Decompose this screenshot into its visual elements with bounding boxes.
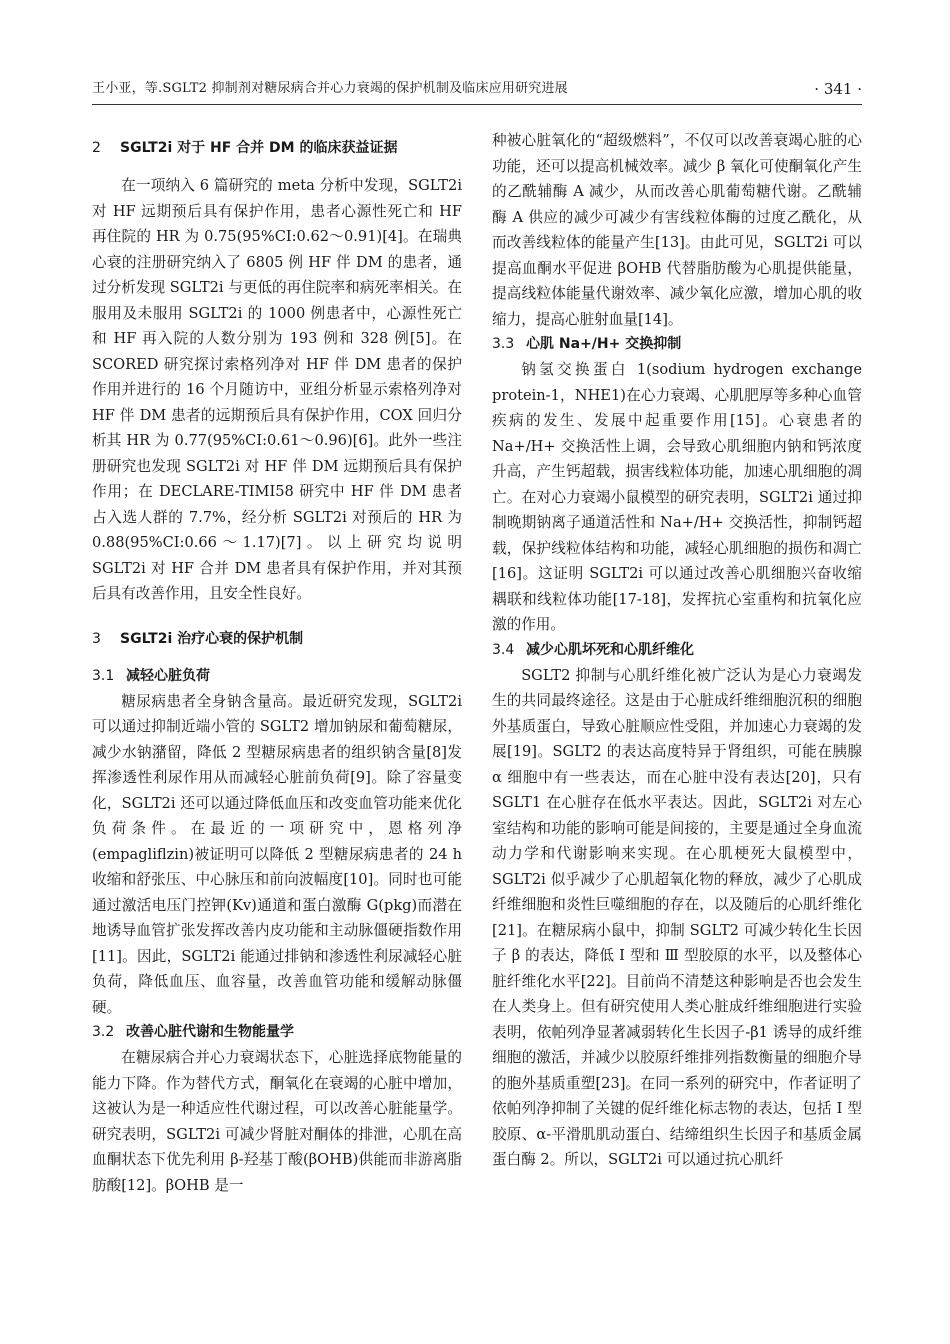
subsection-number: 3.3 bbox=[492, 336, 515, 352]
section-number: 3 bbox=[92, 630, 101, 647]
subsection-title: 减轻心脏负荷 bbox=[126, 667, 210, 684]
section-title: SGLT2i 对于 HF 合并 DM 的临床获益证据 bbox=[120, 140, 398, 156]
subsection-number: 3.4 bbox=[492, 641, 515, 658]
paragraph: 钠氢交换蛋白 1(sodium hydrogen exchange protein-1，NHE1)在心力衰竭、心肌肥厚等多种心血管疾病的发生、发展中起重要作用[15]。心衰患者的 Na+/H+ 交换活性上调，会导致心肌细胞内钠和钙浓度升高，产生钙超载，损害线粒体功能，加速心肌细胞的凋亡。在对心力衰竭小鼠模型的研究表明，SGLT2i 通过抑制晚期钠离子通道活性和 Na+/H+ 交换活性，抑制钙超载，保护线粒体结构和功能，减轻心肌细胞的损伤和凋亡[16]。这证明 SGLT2i 可以通过改善心肌细胞兴奋收缩耦联和线粒体功能[17-18]，发挥抗心室重构和抗氧化应激的作用。 bbox=[492, 361, 862, 633]
subsection-title: 改善心脏代谢和生物能量学 bbox=[126, 1024, 294, 1040]
subsection-number: 3.1 bbox=[92, 667, 115, 684]
paragraph: 在糖尿病合并心力衰竭状态下，心脏选择底物能量的能力下降。作为替代方式，酮氧化在衰竭的心脏中增加，这被认为是一种适应性代谢过程，可以改善心脏能量学。研究表明，SGLT2i 可减少肾脏对酮体的排泄，心肌在高血酮状态下优先利用 β-羟基丁酸(βOHB)供能而非游离脂肪酸[12]。βOHB 是一 bbox=[92, 1049, 462, 1194]
running-title: 王小亚，等.SGLT2 抑制剂对糖尿病合并心力衰竭的保护机制及临床应用研究进展 bbox=[92, 81, 568, 96]
right-column bbox=[492, 128, 862, 1173]
page-number: · 341 · bbox=[814, 80, 862, 98]
section-title: SGLT2i 治疗心衰的保护机制 bbox=[120, 630, 304, 647]
section-3-3-heading bbox=[492, 332, 862, 357]
section-3-4-heading bbox=[492, 638, 862, 663]
left-column bbox=[92, 128, 462, 1198]
subsection-title: 减少心肌坏死和心肌纤维化 bbox=[526, 641, 694, 658]
section-3-1-heading bbox=[92, 664, 462, 689]
section-2-heading bbox=[92, 136, 462, 161]
section-3-2-heading bbox=[92, 1020, 462, 1045]
subsection-number: 3.2 bbox=[92, 1024, 115, 1040]
paragraph: 在一项纳入 6 篇研究的 meta 分析中发现，SGLT2i 对 HF 远期预后具有保护作用，患者心源性死亡和 HF 再住院的 HR 为 0.75(95%CI:0.62～0.91)[4]。在瑞典心衰的注册研究纳入了 6805 例 HF 伴 DM 的患者，通过分析发现 SGLT2i 与更低的再住院率和病死率相关。在服用及未服用 SGLT2i 的 1000 例患者中，心源性死亡和 HF 再入院的人数分别为 193 例和 328 例[5]。在 SCORED 研究探讨索格列净对 HF 伴 DM 患者的保护作用并进行的 16 个月随访中，亚组分析显示索格列净对 HF 伴 DM 患者的远期预后具有保护作用，COX 回归分析其 HR 为 0.77(95%CI:0.61～0.96)[6]。此外一些注册研究也发现 SGLT2i 对 HF 伴 DM 远期预后具有保护作用；在 DECLARE-TIMI58 研究中 HF 伴 DM 患者占入选人群的 7.7%，经分析 SGLT2i 对预后的 HR 为 0.88(95%CI:0.66～1.17)[7]。以上研究均说明 SGLT2i 对 HF 合并 DM 患者具有保护作用，并对其预后具有改善作用，且安全性良好。 bbox=[92, 177, 462, 602]
subsection-title: 心肌 Na+/H+ 交换抑制 bbox=[526, 336, 682, 352]
section-3-heading bbox=[92, 627, 462, 652]
section-number: 2 bbox=[92, 140, 101, 156]
spacer bbox=[92, 607, 462, 619]
paragraph: 糖尿病患者全身钠含量高。最近研究发现，SGLT2i 可以通过抑制近端小管的 SGLT2 增加钠尿和葡萄糖尿，减少水钠潴留，降低 2 型糖尿病患者的组织钠含量[8]发挥渗透性利尿作用从而减轻心脏前负荷[9]。除了容量变化，SGLT2i 还可以通过降低血压和改变血管功能来优化负荷条件。在最近的一项研究中，恩格列净(empagliflzin)被证明可以降低 2 型糖尿病患者的 24 h 收缩和舒张压、中心脉压和前向波幅度[10]。同时也可能通过激活电压门控钾(Kv)通道和蛋白激酶 G(pkg)而潜在地诱导血管扩张发挥改善内皮功能和主动脉僵硬指数作用[11]。因此，SGLT2i 能通过排钠和渗透性利尿减轻心脏负荷，降低血压、血容量，改善血管功能和缓解动脉僵硬。 bbox=[92, 692, 462, 1016]
paragraph-continued: 种被心脏氧化的“超级燃料”，不仅可以改善衰竭心脏的心功能，还可以提高机械效率。减少 β 氧化可使酮氧化产生的乙酰辅酶 A 减少，从而改善心肌葡萄糖代谢。乙酰辅酶 A 供应的减少可减少有害线粒体酶的过度乙酰化，从而改善线粒体的能量产生[13]。由此可见，SGLT2i 可以提高血酮水平促进 βOHB 代替脂肪酸为心肌提供能量，提高线粒体能量代谢效率、减少氧化应激，增加心肌的收缩力，提高心脏射血量[14]。 bbox=[492, 132, 862, 328]
paragraph: SGLT2 抑制与心肌纤维化被广泛认为是心力衰竭发生的共同最终途径。这是由于心脏成纤维细胞沉积的细胞外基质蛋白，导致心脏顺应性受阻，并加速心力衰竭的发展[19]。SGLT2 的表达高度特异于肾组织，可能在胰腺 α 细胞中有一些表达，而在心脏中没有表达[20]，只有 SGLT1 在心脏存在低水平表达。因此，SGLT2i 对左心室结构和功能的影响可能是间接的，主要是通过全身血流动力学和代谢影响来实现。在心肌梗死大鼠模型中，SGLT2i 似乎减少了心肌超氧化物的释放，减少了心肌成纤维细胞和炎性巨噬细胞的存在，以及随后的心肌纤维化[21]。在糖尿病小鼠中，抑制 SGLT2 可减少转化生长因子 β 的表达，降低 Ⅰ 型和 Ⅲ 型胶原的水平，以及整体心脏纤维化水平[22]。目前尚不清楚这种影响是否也会发生在人类身上。但有研究使用人类心脏成纤维细胞进行实验表明，依帕列净显著减弱转化生长因子-β1 诱导的成纤维细胞的激活，并减少以胶原纤维排列指数衡量的细胞介导的胞外基质重塑[23]。在同一系列的研究中，作者证明了依帕列净抑制了关键的促纤维化标志物的表达，包括 Ⅰ 型胶原、α-平滑肌肌动蛋白、结缔组织生长因子和基质金属蛋白酶 2。所以，SGLT2i 可以通过抗心肌纤 bbox=[492, 666, 862, 1168]
header-rule bbox=[92, 104, 862, 105]
